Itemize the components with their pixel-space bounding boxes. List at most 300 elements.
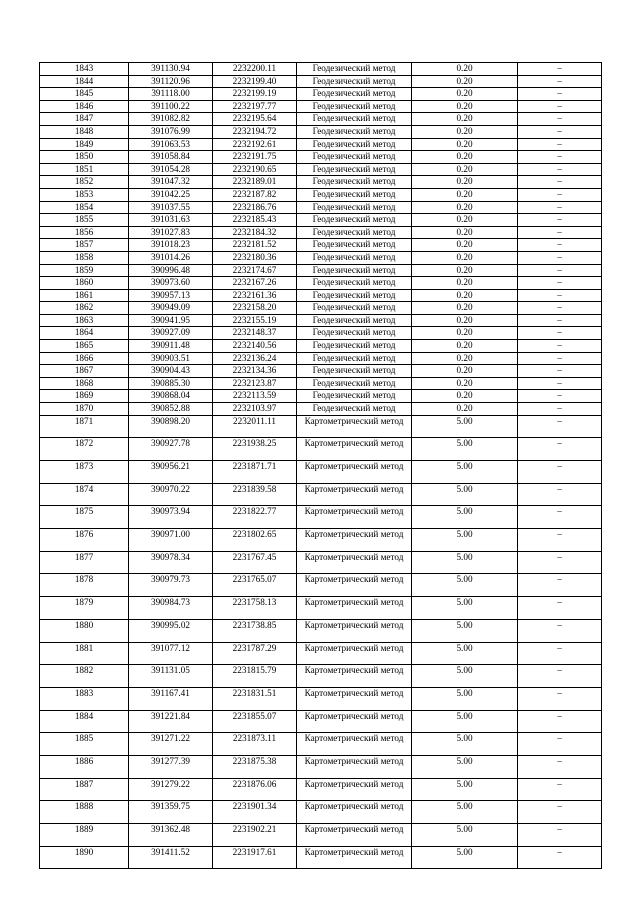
method-cell: Картометрический метод (297, 529, 412, 552)
table-row (40, 138, 602, 151)
method-cell: Геодезический метод (297, 390, 412, 403)
table-row (40, 415, 602, 438)
x-coordinate-cell: 390941.95 (129, 314, 213, 327)
x-coordinate-cell: 391076.99 (129, 125, 213, 138)
x-coordinate-cell: 390973.60 (129, 277, 213, 290)
description-cell: – (518, 277, 602, 290)
method-cell: Картометрический метод (297, 687, 412, 710)
table-row (40, 251, 602, 264)
description-cell: – (518, 642, 602, 665)
point-number-cell: 1876 (40, 529, 129, 552)
table-row (40, 551, 602, 574)
x-coordinate-cell: 390911.48 (129, 340, 213, 353)
accuracy-cell: 0.20 (412, 289, 518, 302)
y-coordinate-cell: 2232197.77 (213, 100, 297, 113)
method-cell: Геодезический метод (297, 163, 412, 176)
x-coordinate-cell: 391277.39 (129, 755, 213, 778)
table-row (40, 801, 602, 824)
x-coordinate-cell: 391411.52 (129, 846, 213, 869)
method-cell: Картометрический метод (297, 801, 412, 824)
accuracy-cell: 0.20 (412, 352, 518, 365)
description-cell: – (518, 327, 602, 340)
y-coordinate-cell: 2231917.61 (213, 846, 297, 869)
accuracy-cell: 0.20 (412, 302, 518, 315)
table-row (40, 125, 602, 138)
table-row (40, 352, 602, 365)
point-number-cell: 1852 (40, 176, 129, 189)
point-number-cell: 1883 (40, 687, 129, 710)
point-number-cell: 1855 (40, 214, 129, 227)
accuracy-cell: 0.20 (412, 201, 518, 214)
accuracy-cell: 5.00 (412, 665, 518, 688)
accuracy-cell: 5.00 (412, 687, 518, 710)
table-row (40, 314, 602, 327)
accuracy-cell: 0.20 (412, 239, 518, 252)
description-cell: – (518, 340, 602, 353)
description-cell: – (518, 846, 602, 869)
y-coordinate-cell: 2232181.52 (213, 239, 297, 252)
accuracy-cell: 0.20 (412, 314, 518, 327)
y-coordinate-cell: 2232185.43 (213, 214, 297, 227)
table-row (40, 710, 602, 733)
y-coordinate-cell: 2231822.77 (213, 506, 297, 529)
table-row (40, 289, 602, 302)
table-row (40, 214, 602, 227)
description-cell: – (518, 201, 602, 214)
point-number-cell: 1843 (40, 63, 129, 76)
method-cell: Геодезический метод (297, 314, 412, 327)
point-number-cell: 1866 (40, 352, 129, 365)
point-number-cell: 1850 (40, 151, 129, 164)
x-coordinate-cell: 391120.96 (129, 75, 213, 88)
description-cell: – (518, 352, 602, 365)
table-row (40, 75, 602, 88)
description-cell: – (518, 138, 602, 151)
accuracy-cell: 0.20 (412, 163, 518, 176)
point-number-cell: 1848 (40, 125, 129, 138)
table-row (40, 438, 602, 461)
method-cell: Геодезический метод (297, 100, 412, 113)
description-cell: – (518, 377, 602, 390)
method-cell: Геодезический метод (297, 176, 412, 189)
accuracy-cell: 5.00 (412, 642, 518, 665)
y-coordinate-cell: 2232194.72 (213, 125, 297, 138)
x-coordinate-cell: 390903.51 (129, 352, 213, 365)
x-coordinate-cell: 391063.53 (129, 138, 213, 151)
table-row (40, 778, 602, 801)
point-number-cell: 1872 (40, 438, 129, 461)
point-number-cell: 1865 (40, 340, 129, 353)
point-number-cell: 1860 (40, 277, 129, 290)
description-cell: – (518, 403, 602, 416)
description-cell: – (518, 529, 602, 552)
x-coordinate-cell: 391027.83 (129, 226, 213, 239)
y-coordinate-cell: 2232123.87 (213, 377, 297, 390)
point-number-cell: 1880 (40, 619, 129, 642)
table-row (40, 163, 602, 176)
method-cell: Геодезический метод (297, 214, 412, 227)
point-number-cell: 1886 (40, 755, 129, 778)
table-row (40, 733, 602, 756)
accuracy-cell: 5.00 (412, 619, 518, 642)
method-cell: Картометрический метод (297, 438, 412, 461)
accuracy-cell: 5.00 (412, 438, 518, 461)
accuracy-cell: 0.20 (412, 365, 518, 378)
point-number-cell: 1854 (40, 201, 129, 214)
x-coordinate-cell: 390956.21 (129, 461, 213, 484)
accuracy-cell: 0.20 (412, 264, 518, 277)
accuracy-cell: 0.20 (412, 188, 518, 201)
point-number-cell: 1877 (40, 551, 129, 574)
description-cell: – (518, 289, 602, 302)
table-row (40, 390, 602, 403)
table-row (40, 619, 602, 642)
method-cell: Картометрический метод (297, 710, 412, 733)
accuracy-cell: 0.20 (412, 340, 518, 353)
y-coordinate-cell: 2232161.36 (213, 289, 297, 302)
accuracy-cell: 0.20 (412, 226, 518, 239)
description-cell: – (518, 88, 602, 101)
point-number-cell: 1875 (40, 506, 129, 529)
table-row (40, 340, 602, 353)
method-cell: Геодезический метод (297, 251, 412, 264)
method-cell: Геодезический метод (297, 352, 412, 365)
y-coordinate-cell: 2231815.79 (213, 665, 297, 688)
description-cell: – (518, 113, 602, 126)
y-coordinate-cell: 2232199.19 (213, 88, 297, 101)
point-number-cell: 1853 (40, 188, 129, 201)
y-coordinate-cell: 2232140.56 (213, 340, 297, 353)
y-coordinate-cell: 2232134.36 (213, 365, 297, 378)
accuracy-cell: 0.20 (412, 277, 518, 290)
x-coordinate-cell: 391362.48 (129, 824, 213, 847)
point-number-cell: 1868 (40, 377, 129, 390)
x-coordinate-cell: 391047.32 (129, 176, 213, 189)
point-number-cell: 1881 (40, 642, 129, 665)
x-coordinate-cell: 391221.84 (129, 710, 213, 733)
accuracy-cell: 0.20 (412, 377, 518, 390)
y-coordinate-cell: 2232113.59 (213, 390, 297, 403)
y-coordinate-cell: 2232200.11 (213, 63, 297, 76)
table-row (40, 403, 602, 416)
description-cell: – (518, 483, 602, 506)
y-coordinate-cell: 2232195.64 (213, 113, 297, 126)
method-cell: Геодезический метод (297, 113, 412, 126)
method-cell: Геодезический метод (297, 289, 412, 302)
description-cell: – (518, 163, 602, 176)
y-coordinate-cell: 2231839.58 (213, 483, 297, 506)
x-coordinate-cell: 391037.55 (129, 201, 213, 214)
table-row (40, 88, 602, 101)
y-coordinate-cell: 2232192.61 (213, 138, 297, 151)
y-coordinate-cell: 2232187.82 (213, 188, 297, 201)
description-cell: – (518, 302, 602, 315)
description-cell: – (518, 151, 602, 164)
x-coordinate-cell: 390984.73 (129, 597, 213, 620)
accuracy-cell: 5.00 (412, 483, 518, 506)
point-number-cell: 1871 (40, 415, 129, 438)
point-number-cell: 1890 (40, 846, 129, 869)
y-coordinate-cell: 2231871.71 (213, 461, 297, 484)
accuracy-cell: 0.20 (412, 113, 518, 126)
description-cell: – (518, 665, 602, 688)
table-row (40, 506, 602, 529)
accuracy-cell: 5.00 (412, 461, 518, 484)
y-coordinate-cell: 2232186.76 (213, 201, 297, 214)
description-cell: – (518, 574, 602, 597)
x-coordinate-cell: 391131.05 (129, 665, 213, 688)
coordinates-table (39, 62, 602, 869)
method-cell: Картометрический метод (297, 824, 412, 847)
point-number-cell: 1859 (40, 264, 129, 277)
description-cell: – (518, 415, 602, 438)
description-cell: – (518, 755, 602, 778)
x-coordinate-cell: 390970.22 (129, 483, 213, 506)
accuracy-cell: 0.20 (412, 75, 518, 88)
method-cell: Геодезический метод (297, 340, 412, 353)
table-row (40, 529, 602, 552)
description-cell: – (518, 597, 602, 620)
point-number-cell: 1856 (40, 226, 129, 239)
accuracy-cell: 0.20 (412, 403, 518, 416)
method-cell: Геодезический метод (297, 63, 412, 76)
table-row (40, 483, 602, 506)
method-cell: Картометрический метод (297, 461, 412, 484)
description-cell: – (518, 461, 602, 484)
method-cell: Картометрический метод (297, 619, 412, 642)
y-coordinate-cell: 2232191.75 (213, 151, 297, 164)
y-coordinate-cell: 2232148.37 (213, 327, 297, 340)
description-cell: – (518, 100, 602, 113)
description-cell: – (518, 75, 602, 88)
x-coordinate-cell: 391058.84 (129, 151, 213, 164)
method-cell: Картометрический метод (297, 778, 412, 801)
accuracy-cell: 5.00 (412, 551, 518, 574)
description-cell: – (518, 188, 602, 201)
x-coordinate-cell: 391167.41 (129, 687, 213, 710)
description-cell: – (518, 176, 602, 189)
description-cell: – (518, 214, 602, 227)
method-cell: Картометрический метод (297, 597, 412, 620)
x-coordinate-cell: 391014.26 (129, 251, 213, 264)
accuracy-cell: 5.00 (412, 824, 518, 847)
point-number-cell: 1851 (40, 163, 129, 176)
x-coordinate-cell: 391359.75 (129, 801, 213, 824)
x-coordinate-cell: 390949.09 (129, 302, 213, 315)
method-cell: Картометрический метод (297, 733, 412, 756)
accuracy-cell: 0.20 (412, 327, 518, 340)
x-coordinate-cell: 391279.22 (129, 778, 213, 801)
y-coordinate-cell: 2231875.38 (213, 755, 297, 778)
description-cell: – (518, 778, 602, 801)
x-coordinate-cell: 391082.82 (129, 113, 213, 126)
point-number-cell: 1869 (40, 390, 129, 403)
x-coordinate-cell: 390995.02 (129, 619, 213, 642)
description-cell: – (518, 506, 602, 529)
x-coordinate-cell: 390971.00 (129, 529, 213, 552)
method-cell: Картометрический метод (297, 665, 412, 688)
table-row (40, 239, 602, 252)
y-coordinate-cell: 2232158.20 (213, 302, 297, 315)
x-coordinate-cell: 390852.88 (129, 403, 213, 416)
table-row (40, 226, 602, 239)
accuracy-cell: 5.00 (412, 506, 518, 529)
table-row (40, 327, 602, 340)
description-cell: – (518, 390, 602, 403)
y-coordinate-cell: 2231758.13 (213, 597, 297, 620)
description-cell: – (518, 239, 602, 252)
accuracy-cell: 0.20 (412, 176, 518, 189)
point-number-cell: 1889 (40, 824, 129, 847)
method-cell: Геодезический метод (297, 239, 412, 252)
point-number-cell: 1861 (40, 289, 129, 302)
description-cell: – (518, 824, 602, 847)
y-coordinate-cell: 2231876.06 (213, 778, 297, 801)
method-cell: Геодезический метод (297, 188, 412, 201)
point-number-cell: 1857 (40, 239, 129, 252)
accuracy-cell: 5.00 (412, 574, 518, 597)
y-coordinate-cell: 2231738.85 (213, 619, 297, 642)
description-cell: – (518, 619, 602, 642)
y-coordinate-cell: 2232155.19 (213, 314, 297, 327)
x-coordinate-cell: 390996.48 (129, 264, 213, 277)
point-number-cell: 1879 (40, 597, 129, 620)
table-row (40, 151, 602, 164)
x-coordinate-cell: 391100.22 (129, 100, 213, 113)
point-number-cell: 1878 (40, 574, 129, 597)
x-coordinate-cell: 390979.73 (129, 574, 213, 597)
method-cell: Картометрический метод (297, 755, 412, 778)
point-number-cell: 1873 (40, 461, 129, 484)
table-row (40, 113, 602, 126)
description-cell: – (518, 264, 602, 277)
y-coordinate-cell: 2232011.11 (213, 415, 297, 438)
y-coordinate-cell: 2232184.32 (213, 226, 297, 239)
y-coordinate-cell: 2231901.34 (213, 801, 297, 824)
method-cell: Геодезический метод (297, 277, 412, 290)
table-row (40, 846, 602, 869)
accuracy-cell: 0.20 (412, 63, 518, 76)
table-row (40, 264, 602, 277)
y-coordinate-cell: 2232136.24 (213, 352, 297, 365)
x-coordinate-cell: 390898.20 (129, 415, 213, 438)
point-number-cell: 1863 (40, 314, 129, 327)
table-row (40, 824, 602, 847)
accuracy-cell: 0.20 (412, 100, 518, 113)
point-number-cell: 1867 (40, 365, 129, 378)
point-number-cell: 1870 (40, 403, 129, 416)
description-cell: – (518, 687, 602, 710)
coordinates-table-body (40, 63, 602, 869)
description-cell: – (518, 801, 602, 824)
accuracy-cell: 5.00 (412, 733, 518, 756)
method-cell: Картометрический метод (297, 415, 412, 438)
y-coordinate-cell: 2232199.40 (213, 75, 297, 88)
y-coordinate-cell: 2231938.25 (213, 438, 297, 461)
method-cell: Геодезический метод (297, 125, 412, 138)
y-coordinate-cell: 2231902.21 (213, 824, 297, 847)
x-coordinate-cell: 391077.12 (129, 642, 213, 665)
method-cell: Геодезический метод (297, 138, 412, 151)
method-cell: Геодезический метод (297, 365, 412, 378)
method-cell: Геодезический метод (297, 264, 412, 277)
x-coordinate-cell: 391130.94 (129, 63, 213, 76)
y-coordinate-cell: 2231831.51 (213, 687, 297, 710)
point-number-cell: 1888 (40, 801, 129, 824)
table-row (40, 665, 602, 688)
point-number-cell: 1887 (40, 778, 129, 801)
point-number-cell: 1845 (40, 88, 129, 101)
description-cell: – (518, 226, 602, 239)
method-cell: Картометрический метод (297, 483, 412, 506)
accuracy-cell: 0.20 (412, 125, 518, 138)
table-row (40, 755, 602, 778)
x-coordinate-cell: 390957.13 (129, 289, 213, 302)
method-cell: Картометрический метод (297, 551, 412, 574)
y-coordinate-cell: 2231873.11 (213, 733, 297, 756)
table-row (40, 201, 602, 214)
point-number-cell: 1846 (40, 100, 129, 113)
description-cell: – (518, 314, 602, 327)
accuracy-cell: 5.00 (412, 415, 518, 438)
y-coordinate-cell: 2231802.65 (213, 529, 297, 552)
point-number-cell: 1862 (40, 302, 129, 315)
accuracy-cell: 5.00 (412, 529, 518, 552)
method-cell: Картометрический метод (297, 642, 412, 665)
point-number-cell: 1849 (40, 138, 129, 151)
accuracy-cell: 0.20 (412, 214, 518, 227)
point-number-cell: 1885 (40, 733, 129, 756)
accuracy-cell: 0.20 (412, 138, 518, 151)
y-coordinate-cell: 2231855.07 (213, 710, 297, 733)
method-cell: Геодезический метод (297, 75, 412, 88)
x-coordinate-cell: 390927.09 (129, 327, 213, 340)
x-coordinate-cell: 391271.22 (129, 733, 213, 756)
description-cell: – (518, 551, 602, 574)
y-coordinate-cell: 2231765.07 (213, 574, 297, 597)
y-coordinate-cell: 2231787.29 (213, 642, 297, 665)
x-coordinate-cell: 390973.94 (129, 506, 213, 529)
point-number-cell: 1882 (40, 665, 129, 688)
method-cell: Геодезический метод (297, 403, 412, 416)
x-coordinate-cell: 390904.43 (129, 365, 213, 378)
x-coordinate-cell: 391054.28 (129, 163, 213, 176)
table-row (40, 377, 602, 390)
table-row (40, 100, 602, 113)
point-number-cell: 1847 (40, 113, 129, 126)
table-row (40, 188, 602, 201)
method-cell: Геодезический метод (297, 302, 412, 315)
accuracy-cell: 5.00 (412, 801, 518, 824)
description-cell: – (518, 63, 602, 76)
method-cell: Геодезический метод (297, 226, 412, 239)
description-cell: – (518, 251, 602, 264)
x-coordinate-cell: 391042.25 (129, 188, 213, 201)
accuracy-cell: 5.00 (412, 846, 518, 869)
accuracy-cell: 0.20 (412, 88, 518, 101)
method-cell: Картометрический метод (297, 506, 412, 529)
point-number-cell: 1844 (40, 75, 129, 88)
method-cell: Геодезический метод (297, 377, 412, 390)
point-number-cell: 1884 (40, 710, 129, 733)
x-coordinate-cell: 390978.34 (129, 551, 213, 574)
description-cell: – (518, 733, 602, 756)
table-row (40, 461, 602, 484)
method-cell: Геодезический метод (297, 88, 412, 101)
description-cell: – (518, 710, 602, 733)
y-coordinate-cell: 2232180.36 (213, 251, 297, 264)
table-row (40, 642, 602, 665)
